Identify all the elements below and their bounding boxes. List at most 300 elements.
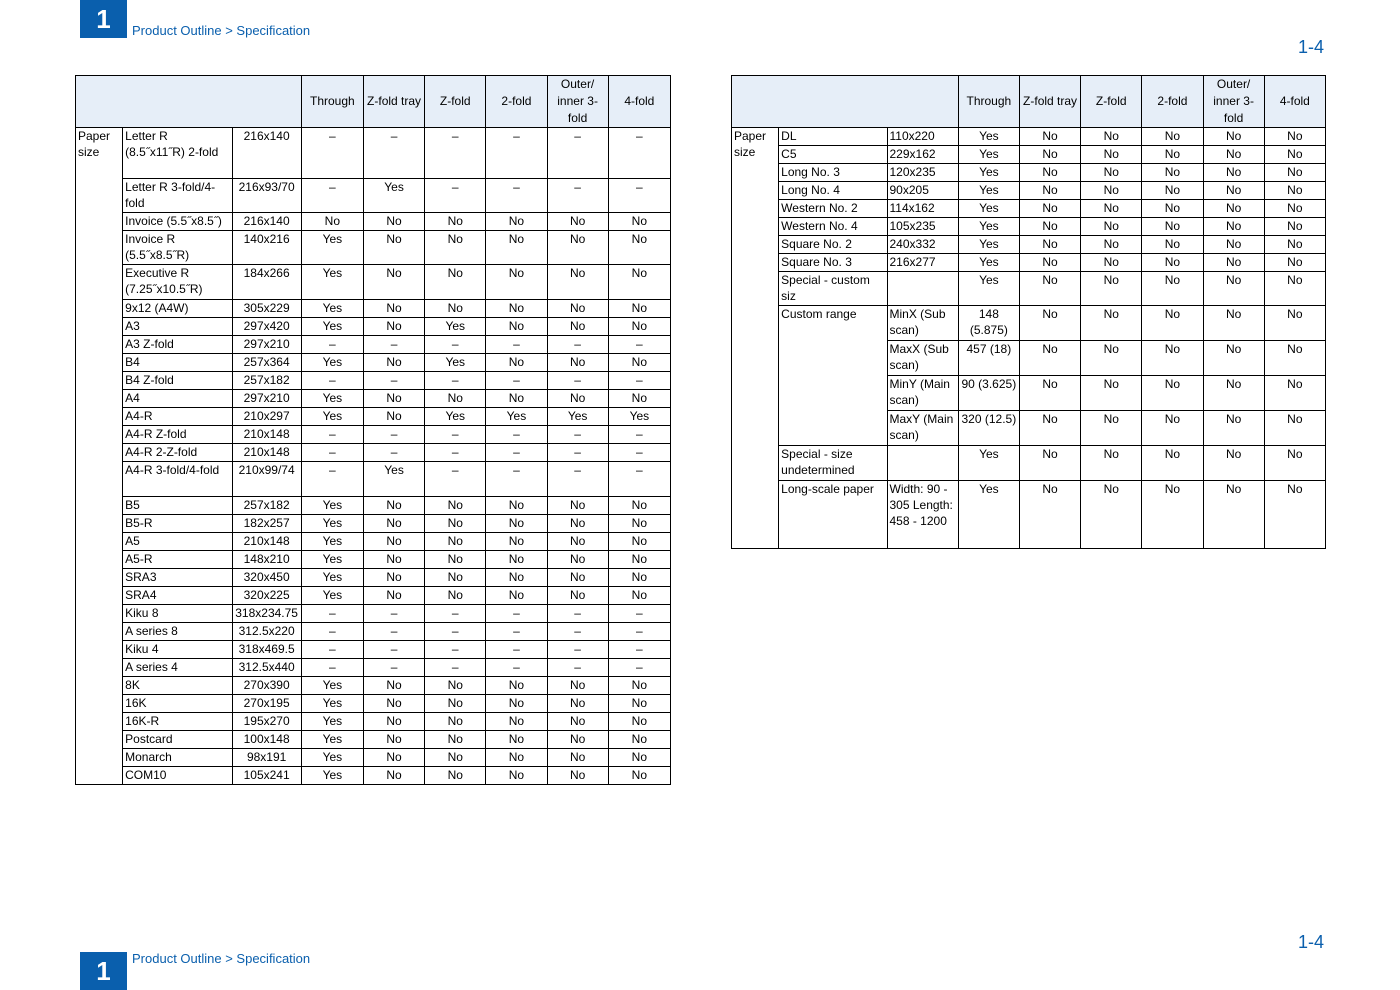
support-value: – [301,426,363,444]
support-value: No [363,354,424,372]
table-row [76,372,671,390]
support-value: No [1019,376,1080,411]
paper-dimensions: 210x148 [232,444,301,462]
custom-range-item: MaxX (Sub scan) [887,341,958,376]
paper-size-table-left [75,75,671,785]
support-value: No [1019,200,1080,218]
support-value: No [1019,146,1080,164]
support-value: – [608,623,670,641]
support-value: No [547,265,608,300]
paper-name: DL [779,128,887,146]
support-value: No [1142,306,1203,341]
support-value: No [547,515,608,533]
support-value: No [547,231,608,265]
table-row [76,515,671,533]
support-value: No [363,390,424,408]
support-value: – [425,623,486,641]
support-value: No [1264,218,1325,236]
paper-dimensions: 270x195 [232,695,301,713]
table-row [76,533,671,551]
table-row [76,265,671,300]
table-row [732,306,1326,341]
support-value: Yes [301,695,363,713]
support-value: No [1203,446,1264,481]
support-value: Yes [608,408,670,426]
support-value: No [1081,164,1142,182]
paper-dimensions: 240x332 [887,236,958,254]
breadcrumb-footer[interactable]: Product Outline > Specification [132,951,311,966]
support-value: No [1081,236,1142,254]
support-value: – [425,641,486,659]
support-value: No [363,265,424,300]
support-value: – [608,659,670,677]
table-row [76,659,671,677]
custom-range-label: Custom range [779,306,887,446]
support-value: Yes [425,408,486,426]
paper-name: Letter R (8.5˝x11˝R) 2-fold [123,128,232,179]
col-header: 2-fold [1142,76,1203,128]
support-value: – [608,641,670,659]
support-value: Yes [958,236,1019,254]
paper-dimensions: 216x277 [887,254,958,272]
table-row [76,713,671,731]
table-row [76,213,671,231]
group-label: Paper size [732,128,779,549]
support-value: No [1019,164,1080,182]
support-value: No [1081,341,1142,376]
paper-dimensions: 114x162 [887,200,958,218]
support-value: No [425,533,486,551]
support-value: No [1019,341,1080,376]
support-value: No [425,749,486,767]
paper-dimensions: 90x205 [887,182,958,200]
support-value: No [486,318,547,336]
support-value: No [363,408,424,426]
support-value: No [425,695,486,713]
paper-dimensions: 257x364 [232,354,301,372]
table-row [76,318,671,336]
support-value: No [1081,218,1142,236]
support-value: Yes [301,731,363,749]
support-value: No [608,533,670,551]
paper-name: B5-R [123,515,232,533]
table-row [76,300,671,318]
support-value: – [547,444,608,462]
table-row [76,444,671,462]
col-header: Outer/ inner 3-fold [1203,76,1264,128]
table-row [76,569,671,587]
support-value: No [547,695,608,713]
paper-name: A3 Z-fold [123,336,232,354]
support-value: No [1019,481,1080,549]
support-value: Yes [425,354,486,372]
support-value: No [363,515,424,533]
header-blank [76,76,302,128]
support-value: No [1203,341,1264,376]
paper-name: Western No. 4 [779,218,887,236]
support-value: No [1203,376,1264,411]
support-value: No [1019,272,1080,306]
support-value: – [547,462,608,497]
support-value: No [1142,200,1203,218]
support-value: No [1203,200,1264,218]
support-value: No [608,213,670,231]
support-value: – [608,462,670,497]
support-value: – [547,372,608,390]
table-row [732,200,1326,218]
support-value: – [486,372,547,390]
paper-dimensions: 297x210 [232,336,301,354]
support-value: – [301,128,363,179]
paper-name: Long No. 4 [779,182,887,200]
support-value: No [363,318,424,336]
paper-dimensions: 216x93/70 [232,179,301,213]
support-value: – [486,179,547,213]
support-value: – [301,623,363,641]
custom-range-value: 457 (18) [958,341,1019,376]
support-value: No [363,749,424,767]
support-value: – [547,641,608,659]
support-value: No [425,731,486,749]
support-value: No [1142,446,1203,481]
support-value: No [608,713,670,731]
paper-name: Long No. 3 [779,164,887,182]
support-value: Yes [958,146,1019,164]
support-value: No [1203,146,1264,164]
support-value: Yes [301,515,363,533]
paper-dimensions: 312.5x440 [232,659,301,677]
support-value: No [608,767,670,785]
support-value: Yes [301,390,363,408]
table-row [76,731,671,749]
support-value: – [301,641,363,659]
paper-dimensions [887,446,958,481]
paper-dimensions: 305x229 [232,300,301,318]
paper-name: C5 [779,146,887,164]
support-value: No [486,265,547,300]
support-value: No [486,213,547,231]
support-value: – [425,659,486,677]
support-value: No [425,213,486,231]
support-value: No [547,213,608,231]
page-number: 1-4 [1297,37,1324,57]
paper-dimensions: 216x140 [232,213,301,231]
table-row [76,354,671,372]
support-value: Yes [958,218,1019,236]
support-value: Yes [547,408,608,426]
support-value: – [363,641,424,659]
support-value: No [363,695,424,713]
support-value: Yes [958,446,1019,481]
paper-name: Invoice R (5.5˝x8.5˝R) [123,231,232,265]
paper-size-table-right [731,75,1326,549]
support-value: Yes [301,533,363,551]
paper-dimensions [887,272,958,306]
support-value: No [547,354,608,372]
support-value: – [425,462,486,497]
support-value: No [486,677,547,695]
support-value: No [1203,182,1264,200]
custom-range-value: 148 (5.875) [958,306,1019,341]
support-value: – [486,426,547,444]
paper-dimensions: 140x216 [232,231,301,265]
paper-name: A5 [123,533,232,551]
paper-name: 16K [123,695,232,713]
support-value: No [547,533,608,551]
support-value: – [363,128,424,179]
support-value: No [1019,128,1080,146]
support-value: No [547,713,608,731]
table-row [732,146,1326,164]
table-row [76,497,671,515]
paper-dimensions: 195x270 [232,713,301,731]
chapter-badge-footer: 1 [80,952,127,990]
support-value: No [1264,306,1325,341]
support-value: No [608,551,670,569]
support-value: No [363,213,424,231]
support-value: No [425,515,486,533]
paper-dimensions: 110x220 [887,128,958,146]
paper-dimensions: 297x210 [232,390,301,408]
support-value: No [1081,146,1142,164]
paper-dimensions: 210x148 [232,426,301,444]
support-value: – [486,128,547,179]
custom-range-item: MinY (Main scan) [887,376,958,411]
paper-name: SRA4 [123,587,232,605]
support-value: Yes [958,200,1019,218]
breadcrumb[interactable]: Product Outline > Specification [132,23,311,38]
support-value: – [486,444,547,462]
support-value: No [1019,218,1080,236]
support-value: No [547,551,608,569]
support-value: No [425,569,486,587]
table-row [732,446,1326,481]
support-value: No [547,390,608,408]
table-row [76,336,671,354]
paper-dimensions: 216x140 [232,128,301,179]
paper-name: A series 8 [123,623,232,641]
header-blank [732,76,959,128]
table-row [76,551,671,569]
support-value: – [363,444,424,462]
support-value: – [425,372,486,390]
paper-dimensions: 120x235 [887,164,958,182]
support-value: No [363,300,424,318]
support-value: No [1264,254,1325,272]
table-row [76,641,671,659]
table-row [76,767,671,785]
paper-name: A4-R 3-fold/4-fold [123,462,232,497]
support-value: No [363,587,424,605]
support-value: No [608,677,670,695]
support-value: – [301,659,363,677]
support-value: No [486,713,547,731]
support-value: No [1019,306,1080,341]
table-row [732,254,1326,272]
support-value: No [1264,200,1325,218]
support-value: No [1264,411,1325,446]
support-value: No [1019,411,1080,446]
paper-name: Square No. 3 [779,254,887,272]
paper-name: A4-R 2-Z-fold [123,444,232,462]
support-value: – [608,426,670,444]
support-value: No [608,749,670,767]
support-value: No [547,587,608,605]
support-value: No [425,713,486,731]
support-value: No [1142,182,1203,200]
paper-name: A4-R Z-fold [123,426,232,444]
support-value: No [1081,411,1142,446]
paper-dimensions: 312.5x220 [232,623,301,641]
support-value: – [363,336,424,354]
table-row [732,481,1326,549]
table-row [732,236,1326,254]
paper-name: B5 [123,497,232,515]
table-row [732,218,1326,236]
support-value: No [1203,164,1264,182]
support-value: No [1019,236,1080,254]
support-value: No [363,731,424,749]
paper-name: A series 4 [123,659,232,677]
support-value: No [486,731,547,749]
support-value: No [363,569,424,587]
support-value: No [425,587,486,605]
paper-name: 9x12 (A4W) [123,300,232,318]
support-value: Yes [363,179,424,213]
support-value: No [1019,446,1080,481]
support-value: No [301,213,363,231]
support-value: No [1081,446,1142,481]
paper-dimensions: Width: 90 - 305 Length: 458 - 1200 [887,481,958,549]
support-value: No [547,497,608,515]
paper-name: A4-R [123,408,232,426]
paper-name: Long-scale paper [779,481,887,549]
support-value: No [547,749,608,767]
support-value: No [425,390,486,408]
support-value: No [547,318,608,336]
support-value: No [1019,254,1080,272]
support-value: No [425,551,486,569]
col-header: Through [958,76,1019,128]
table-row [76,605,671,623]
paper-dimensions: 210x99/74 [232,462,301,497]
support-value: No [608,265,670,300]
support-value: No [547,300,608,318]
support-value: No [363,677,424,695]
paper-dimensions: 270x390 [232,677,301,695]
support-value: No [486,515,547,533]
support-value: – [363,605,424,623]
support-value: – [301,605,363,623]
support-value: – [363,372,424,390]
paper-name: Kiku 4 [123,641,232,659]
paper-dimensions: 257x182 [232,372,301,390]
support-value: No [363,551,424,569]
paper-dimensions: 318x469.5 [232,641,301,659]
support-value: No [363,767,424,785]
support-value: Yes [425,318,486,336]
support-value: – [301,372,363,390]
support-value: – [363,623,424,641]
support-value: – [486,336,547,354]
support-value: – [301,462,363,497]
support-value: No [1142,341,1203,376]
support-value: No [1203,306,1264,341]
col-header: 4-fold [608,76,670,128]
support-value: Yes [301,749,363,767]
support-value: – [425,605,486,623]
custom-range-value: 90 (3.625) [958,376,1019,411]
support-value: No [1203,481,1264,549]
paper-name: 8K [123,677,232,695]
paper-name: Special - size undetermined [779,446,887,481]
support-value: No [608,390,670,408]
support-value: No [1203,236,1264,254]
support-value: – [425,426,486,444]
support-value: No [486,767,547,785]
support-value: – [608,372,670,390]
support-value: No [608,497,670,515]
support-value: Yes [301,713,363,731]
support-value: No [1142,146,1203,164]
paper-dimensions: 105x241 [232,767,301,785]
paper-dimensions: 182x257 [232,515,301,533]
support-value: No [425,677,486,695]
paper-dimensions: 257x182 [232,497,301,515]
support-value: No [1081,200,1142,218]
table-row [76,179,671,213]
support-value: No [1081,376,1142,411]
support-value: No [425,231,486,265]
support-value: No [486,497,547,515]
support-value: No [1081,306,1142,341]
support-value: Yes [301,231,363,265]
support-value: No [1264,128,1325,146]
support-value: – [425,128,486,179]
table-row [76,408,671,426]
paper-name: Executive R (7.25˝x10.5˝R) [123,265,232,300]
support-value: Yes [301,569,363,587]
support-value: No [363,231,424,265]
col-header: Z-fold [1081,76,1142,128]
col-header: Z-fold tray [1019,76,1080,128]
support-value: No [425,767,486,785]
custom-range-value: 320 (12.5) [958,411,1019,446]
paper-dimensions: 297x420 [232,318,301,336]
support-value: No [608,354,670,372]
support-value: No [1081,128,1142,146]
support-value: No [1203,272,1264,306]
support-value: – [608,128,670,179]
support-value: No [1142,254,1203,272]
col-header: Outer/ inner 3-fold [547,76,608,128]
support-value: No [1264,182,1325,200]
paper-name: 16K-R [123,713,232,731]
paper-name: Letter R 3-fold/4-fold [123,179,232,213]
support-value: No [1264,272,1325,306]
chapter-badge: 1 [80,0,127,38]
support-value: – [547,659,608,677]
support-value: No [1264,376,1325,411]
support-value: No [425,300,486,318]
support-value: No [1142,218,1203,236]
paper-dimensions: 318x234.75 [232,605,301,623]
table-row [76,390,671,408]
support-value: No [486,354,547,372]
support-value: No [1019,182,1080,200]
support-value: – [486,659,547,677]
paper-dimensions: 320x450 [232,569,301,587]
